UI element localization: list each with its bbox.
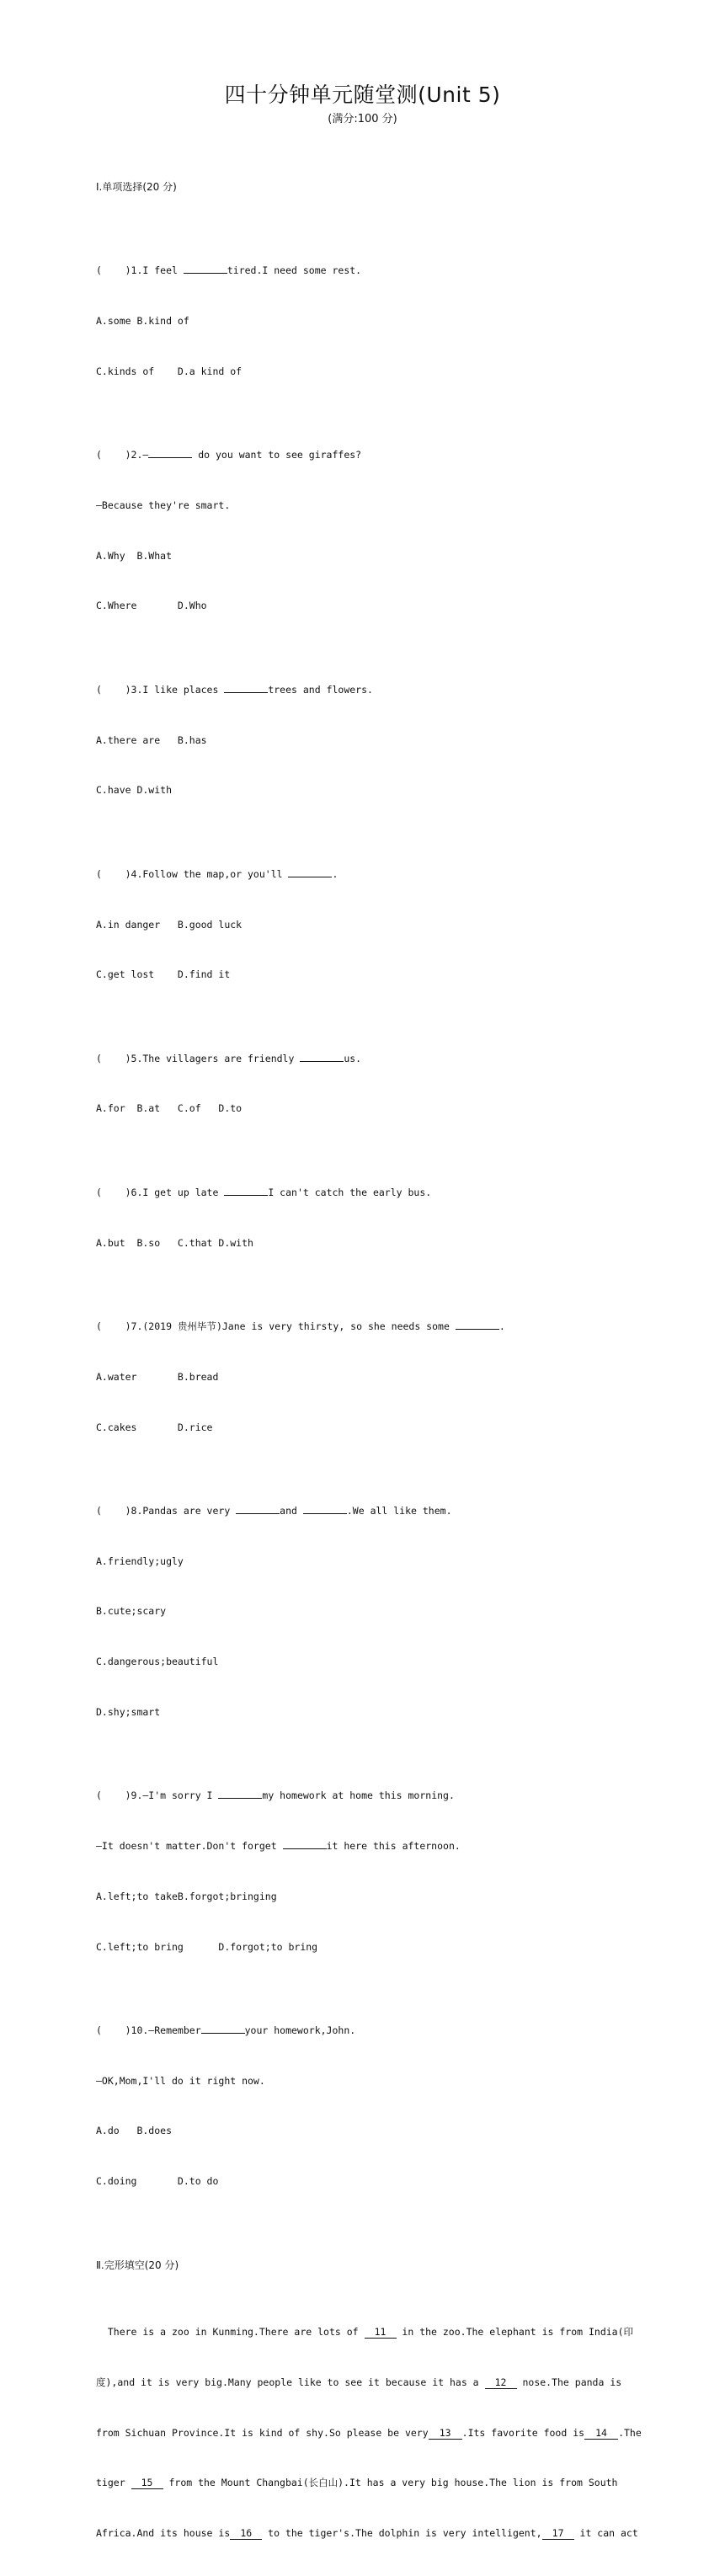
options-line: A.some B.kind of (96, 315, 189, 328)
answer-blank (218, 1788, 262, 1799)
options-line: A.for B.at C.of D.to (96, 1102, 243, 1115)
cloze-line: from Sichuan Province.It is kind of shy.So please be very 13 .Its favorite food is 14 .The (96, 2426, 642, 2439)
question-4: ( )4.Follow the map,or you'll . (96, 867, 339, 880)
question-7: ( )7.(2019 贵州毕节)Jane is very thirsty, so she needs some . (96, 1320, 505, 1333)
answer-blank (224, 682, 268, 693)
question-6: ( )6.I get up late I can't catch the early bus. (96, 1186, 432, 1198)
worksheet-body (96, 146, 642, 2576)
options-line: C.doing D.to do (96, 2175, 219, 2188)
options-line: A.in danger B.good luck (96, 918, 243, 931)
cloze-blank: 12 (485, 2377, 517, 2389)
cloze-line: Africa.And its house is 16 to the tiger's.The dolphin is very intelligent, 17 it can act (96, 2527, 638, 2540)
answer-blank (184, 263, 227, 274)
question-3: ( )3.I like places trees and flowers. (96, 683, 373, 696)
dialogue-reply: —Because they're smart. (96, 499, 231, 511)
question-8: ( )8.Pandas are very and .We all like them. (96, 1505, 452, 1517)
section-heading-cloze: Ⅱ.完形填空(20 分) (96, 2259, 179, 2271)
options-line: C.cakes D.rice (96, 1421, 213, 1433)
cloze-blank: 11 (365, 2327, 397, 2339)
answer-blank (224, 1185, 268, 1196)
cloze-line: 度),and it is very big.Many people like to see it because it has a 12 nose.The panda is (96, 2376, 622, 2388)
answer-blank (148, 447, 192, 458)
page-title: 四十分钟单元随堂测(Unit 5) (224, 83, 501, 107)
page-subtitle: (满分:100 分) (328, 113, 397, 125)
answer-blank (283, 1838, 327, 1849)
options-line: C.left;to bring D.forgot;to bring (96, 1940, 318, 1953)
question-source: 贵州毕节 (177, 1320, 216, 1333)
options-line: C.get lost D.find it (96, 968, 231, 981)
answer-blank (456, 1319, 499, 1330)
cloze-blank: 15 (131, 2477, 163, 2489)
cloze-line: tiger 15 from the Mount Changbai(长白山).It has a very big house.The lion is from South (96, 2477, 618, 2489)
dialogue-reply: —It doesn't matter.Don't forget it here this afternoon. (96, 1840, 461, 1853)
answer-blank (288, 867, 332, 877)
dialogue-reply: —OK,Mom,I'll do it right now. (96, 2074, 265, 2087)
question-5: ( )5.The villagers are friendly us. (96, 1052, 362, 1064)
question-10: ( )10.—Remember your homework,John. (96, 2024, 356, 2037)
options-line: A.water B.bread (96, 1370, 219, 1383)
options-line: A.Why B.What (96, 549, 173, 562)
section-heading-single-choice: Ⅰ.单项选择(20 分) (96, 180, 177, 193)
options-line: C.dangerous;beautiful (96, 1656, 219, 1668)
options-line: C.kinds of D.a kind of (96, 365, 243, 377)
cloze-blank: 14 (584, 2428, 618, 2440)
answer-blank (201, 2023, 245, 2034)
options-line: A.there are B.has (96, 733, 207, 746)
question-2: ( )2.— do you want to see giraffes? (96, 449, 362, 461)
options-line: A.left;to takeB.forgot;bringing (96, 1890, 277, 1902)
options-line: A.but B.so C.that D.with (96, 1236, 253, 1249)
cloze-blank: 17 (542, 2528, 574, 2540)
answer-blank (236, 1503, 280, 1514)
options-line: A.do B.does (96, 2125, 173, 2137)
options-line: B.cute;scary (96, 1605, 167, 1618)
options-line: C.have D.with (96, 784, 173, 797)
options-line: C.Where D.Who (96, 600, 207, 612)
answer-blank (300, 1051, 344, 1062)
question-9: ( )9.—I'm sorry I my homework at home this morning. (96, 1789, 455, 1802)
question-1: ( )1.I feel tired.I need some rest. (96, 264, 362, 277)
answer-blank (303, 1503, 347, 1514)
cloze-blank: 13 (429, 2428, 462, 2440)
options-line: A.friendly;ugly (96, 1555, 184, 1567)
options-line: D.shy;smart (96, 1705, 161, 1718)
cloze-blank: 16 (230, 2528, 262, 2540)
cloze-line: There is a zoo in Kunming.There are lots of 11 in the zoo.The elephant is from India(印 (96, 2326, 634, 2339)
